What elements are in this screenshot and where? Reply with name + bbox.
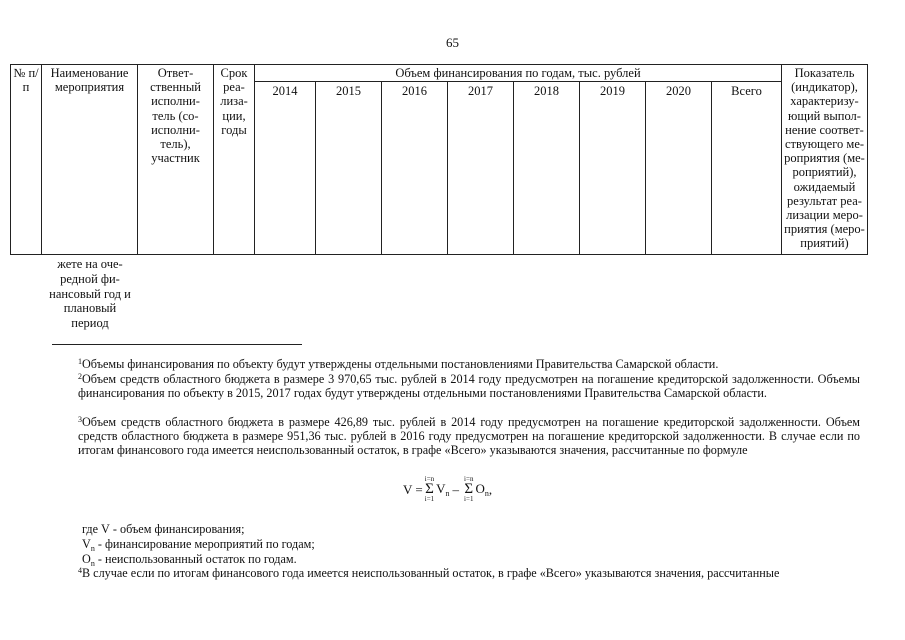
formula-tail: , xyxy=(488,481,493,497)
col-funding-header: Объем финансирования по годам, тыс. рублей xyxy=(255,65,782,82)
footnote-mark: 3 xyxy=(78,415,82,424)
formula-minus: – xyxy=(452,481,460,497)
formula-lhs: V = xyxy=(403,481,423,497)
col-number-header: № п/п xyxy=(11,65,42,255)
footnote-mark: 1 xyxy=(78,357,82,366)
formula xyxy=(403,476,492,503)
col-executor-header: Ответ-ственный исполни-тель (со-исполни-тель), участник xyxy=(138,65,214,255)
year-2018-header: 2018 xyxy=(514,82,580,255)
formula-v: $V_n$ xyxy=(436,481,450,498)
col-name-header: Наименование мероприятия xyxy=(42,65,138,255)
continuation-text: жете на оче-редной фи-нансовый год и плановый период xyxy=(49,257,131,331)
footnote-2 xyxy=(52,372,860,400)
sum-operator-1: i=n Σ i=1 xyxy=(424,475,435,503)
footnote-text: В случае если по итогам финансового года имеется неиспользованный остаток, в графе «Всего» указываются значения, рассчитанные xyxy=(82,566,780,580)
page-number: 65 xyxy=(446,35,459,50)
footnote-separator xyxy=(52,344,302,345)
year-2016-header: 2016 xyxy=(382,82,448,255)
col-indicator-header: Показатель (индикатор), характеризу-ющий выпол-нение соответ-ствующего ме-роприятия (ме-роприятий), ожидаемый результат реа-лизации меро-приятия (меро-приятий) xyxy=(782,65,868,255)
footnote-text: Объем средств областного бюджета в размере 426,89 тыс. рублей в 2014 году предусмотрен на погашение кредиторской задолженности. Объем средств областного бюджета в размере 951,36 тыс. рублей в 2016 году предусмотрен на погашение кредиторской задолженности. В случае если по итогам финансового года имеется неиспользованный остаток, в графе «Всего» указываются значения, рассчитанные по формуле xyxy=(78,415,860,457)
formula-o: $O_n$ xyxy=(475,481,489,498)
footnote-text: Объем средств областного бюджета в размере 3 970,65 тыс. рублей в 2014 году предусмотрен на погашение кредиторской задолженности. Объемы финансирования по объекту в 2015, 2017 годах будут утверждены отдельными постановлениями Правительства Самарской области. xyxy=(78,372,860,400)
where-line-1: где V - объем финансирования; xyxy=(82,522,245,536)
year-2014-header: 2014 xyxy=(255,82,316,255)
sum-operator-2: i=n Σ i=1 xyxy=(464,475,474,503)
year-2015-header: 2015 xyxy=(316,82,382,255)
program-table-header xyxy=(10,64,868,255)
footnote-4 xyxy=(52,566,860,580)
footnote-1 xyxy=(52,357,860,371)
where-line-2: $V_n$ - финансирование мероприятий по годам; xyxy=(82,537,315,553)
col-term-header: Срок реа-лиза-ции, годы xyxy=(214,65,255,255)
footnote-mark: 2 xyxy=(78,372,82,381)
footnote-text: Объемы финансирования по объекту будут утверждены отдельными постановлениями Правительства Самарской области. xyxy=(82,357,719,371)
year-2020-header: 2020 xyxy=(646,82,712,255)
where-line-3: $O_n$ - неиспользованный остаток по годам. xyxy=(82,552,297,568)
footnote-mark: 4 xyxy=(78,566,82,575)
year-2017-header: 2017 xyxy=(448,82,514,255)
footnote-3 xyxy=(52,415,860,457)
total-header: Всего xyxy=(712,82,782,255)
year-2019-header: 2019 xyxy=(580,82,646,255)
